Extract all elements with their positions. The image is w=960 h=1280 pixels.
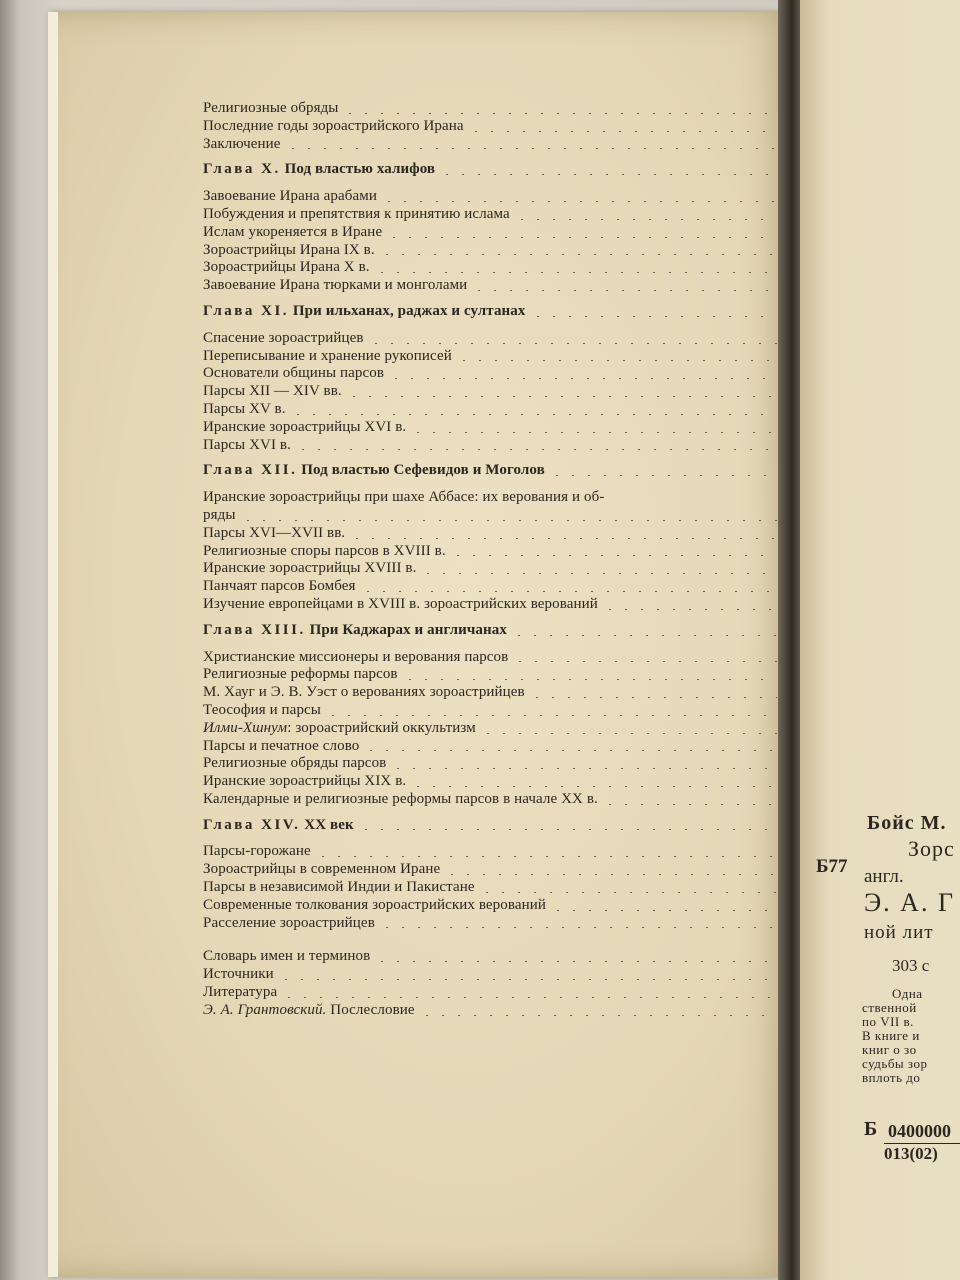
entry-title: Зороастрийцы Ирана X в. [203, 259, 370, 276]
dot-leader [419, 1015, 777, 1016]
dot-leader [444, 874, 777, 875]
chapter-label: Глава XIV. [203, 816, 301, 833]
chapter-title [203, 161, 435, 179]
entry-text-part: : зороастрийский оккультизм [287, 719, 476, 736]
toc-entry [203, 330, 821, 348]
toc-entry [203, 259, 821, 277]
imprint-index-letter: Б [864, 1118, 878, 1140]
toc-entry [203, 383, 821, 401]
dot-leader [512, 661, 777, 662]
toc-entry [203, 365, 821, 383]
imprint-line: ной лит [864, 922, 934, 943]
toc-entry [203, 948, 821, 966]
dot-leader [529, 697, 777, 698]
dot-leader [281, 997, 777, 998]
toc-entry [203, 897, 821, 915]
chapter-title [203, 462, 545, 480]
dot-leader [363, 750, 777, 751]
entry-italic-part: Э. А. Грантовский. [203, 1001, 327, 1018]
entry-title: Литература [203, 984, 278, 1001]
toc-entry-first-line [203, 489, 821, 507]
imprint-annotation-line: Одна [892, 986, 923, 1001]
dot-leader [439, 174, 777, 175]
imprint-annotation-line: книг о зо [862, 1042, 917, 1057]
toc-entry [203, 188, 821, 206]
dot-leader [295, 449, 777, 450]
entry-title: Зороастрийцы в современном Иране [203, 861, 441, 878]
toc-entry [203, 649, 821, 667]
dot-leader [360, 591, 777, 592]
toc-entry [203, 984, 821, 1002]
dot-leader [602, 804, 777, 805]
imprint-index-denominator: 013(02) [884, 1144, 938, 1163]
toc-entry [203, 1002, 821, 1020]
entry-title: Теософия и парсы [203, 701, 321, 718]
chapter-label: Глава XI. [203, 302, 290, 319]
entry-title: Побуждения и препятствия к принятию ислама [203, 205, 510, 222]
entry-title: Парсы XVI—XVII вв. [203, 524, 346, 541]
table-of-contents [203, 100, 821, 1020]
entry-title: Парсы в независимой Индии и Пакистане [203, 879, 475, 896]
dot-leader [514, 219, 777, 220]
dot-leader [550, 910, 777, 911]
dot-leader [402, 679, 777, 680]
imprint-index-number: 0400000 [888, 1121, 951, 1141]
entry-title: Иранские зороастрийцы XVI в. [203, 418, 407, 435]
toc-entry [203, 966, 821, 984]
dot-leader [386, 237, 777, 238]
toc-entry [203, 879, 821, 897]
entry-title: М. Хауг и Э. В. Уэст о верованиях зороастрийцев [203, 684, 525, 701]
entry-title: Иранские зороастрийцы XVIII в. [203, 560, 417, 577]
toc-chapter-heading [203, 817, 821, 835]
dot-leader [278, 979, 777, 980]
entry-title: Ислам укореняется в Иране [203, 223, 383, 240]
entry-title: Источники [203, 966, 274, 983]
entry-title: Религиозные споры парсов в XVIII в. [203, 542, 446, 559]
dot-leader [480, 733, 777, 734]
imprint-annotation-line: судьбы зор [862, 1056, 928, 1071]
dot-leader [358, 829, 777, 830]
dot-leader [325, 715, 777, 716]
imprint-page-count: 303 с [892, 956, 930, 975]
dot-leader [374, 272, 777, 273]
entry-title: Переписывание и хранение рукописей [203, 347, 452, 364]
chapter-name: Под властью Сефевидов и Моголов [301, 462, 545, 479]
imprint-annotation-line: вплоть до [862, 1070, 921, 1085]
imprint-annotation-line: по VII в. [862, 1014, 914, 1029]
chapter-name: При ильханах, раджах и султанах [292, 302, 526, 319]
dot-leader [456, 360, 777, 361]
entry-title: Словарь имен и терминов [203, 948, 371, 965]
chapter-name: При Каджарах и англичанах [309, 621, 507, 638]
dot-leader [602, 609, 777, 610]
toc-entry [203, 596, 821, 614]
imprint-line: англ. [864, 866, 904, 887]
toc-entry [203, 242, 821, 260]
toc-entry [203, 100, 821, 118]
entry-title: Основатели общины парсов [203, 365, 385, 382]
dot-leader [471, 290, 777, 291]
chapter-name: Под властью халифов [284, 161, 436, 178]
toc-entry [203, 578, 821, 596]
toc-entry [203, 543, 821, 561]
entry-title: Панчаят парсов Бомбея [203, 578, 356, 595]
toc-entry [203, 702, 821, 720]
chapter-title [203, 303, 526, 321]
dot-leader [410, 432, 777, 433]
imprint-annotation-line: ственной [862, 1000, 917, 1015]
entry-italic-part: Илми-Хшнум [203, 719, 288, 736]
toc-entry [203, 206, 821, 224]
entry-title: Современные толкования зороастрийских верований [203, 896, 546, 913]
toc-entry [203, 666, 821, 684]
toc-entry [203, 560, 821, 578]
imprint-catalog-code: Б77 [816, 856, 848, 877]
toc-entry [203, 843, 821, 861]
toc-entry [203, 277, 821, 295]
toc-entry [203, 773, 821, 791]
dot-leader [379, 254, 777, 255]
toc-entry [203, 419, 821, 437]
entry-title [203, 1002, 415, 1020]
entry-title: Парсы и печатное слово [203, 737, 360, 754]
toc-entry [203, 915, 821, 933]
book-page-right [800, 0, 960, 1280]
entry-title-continuation: ряды [203, 506, 236, 523]
dot-leader [290, 414, 777, 415]
entry-title: Парсы XVI в. [203, 436, 291, 453]
toc-entry [203, 348, 821, 366]
dot-leader [420, 573, 777, 574]
entry-title: Завоевание Ирана арабами [203, 188, 377, 205]
entry-title: Иранские зороастрийцы XIX в. [203, 773, 407, 790]
dot-leader [240, 520, 777, 521]
toc-entry [203, 861, 821, 879]
chapter-label: Глава X. [203, 161, 281, 178]
entry-title: Религиозные обряды парсов [203, 755, 387, 772]
dot-leader [381, 201, 777, 202]
imprint-line: Э. А. Г [864, 888, 955, 917]
dot-leader [410, 786, 777, 787]
entry-title [203, 720, 476, 738]
dot-leader [468, 131, 777, 132]
dot-leader [450, 555, 777, 556]
toc-spacer [203, 932, 821, 948]
dot-leader [530, 316, 778, 317]
toc-chapter-heading [203, 161, 821, 179]
entry-title: Заключение [203, 135, 281, 152]
toc-entry [203, 118, 821, 136]
dot-leader [368, 343, 777, 344]
dot-leader [479, 892, 777, 893]
dot-leader [346, 396, 777, 397]
toc-chapter-heading [203, 303, 821, 321]
toc-entry [203, 507, 821, 525]
book-page-left [48, 12, 796, 1277]
entry-title: Завоевание Ирана тюрками и монголами [203, 277, 468, 294]
entry-title: Расселение зороастрийцев [203, 914, 375, 931]
dot-leader [379, 927, 777, 928]
toc-entry [203, 401, 821, 419]
toc-entry [203, 136, 821, 154]
entry-title: Спасение зороастрийцев [203, 329, 364, 346]
chapter-title [203, 817, 354, 835]
entry-title: Иранские зороастрийцы при шахе Аббасе: их верования и об- [203, 489, 605, 506]
entry-title: Парсы-горожане [203, 843, 311, 860]
entry-title: Последние годы зороастрийского Ирана [203, 117, 464, 134]
entry-title: Зороастрийцы Ирана IX в. [203, 241, 375, 258]
entry-text-part: Послесловие [326, 1001, 415, 1018]
entry-title: Парсы XII — XIV вв. [203, 383, 342, 400]
chapter-label: Глава XIII. [203, 621, 306, 638]
dot-leader [388, 378, 777, 379]
toc-entry [203, 224, 821, 242]
imprint-author: Бойс М. [867, 812, 947, 834]
toc-entry [203, 755, 821, 773]
dot-leader [349, 538, 777, 539]
entry-title: Календарные и религиозные реформы парсов в начале XX в. [203, 790, 598, 807]
toc-entry [203, 684, 821, 702]
toc-chapter-heading [203, 462, 821, 480]
entry-title: Христианские миссионеры и верования парсов [203, 648, 509, 665]
dot-leader [315, 856, 777, 857]
dot-leader [374, 961, 777, 962]
toc-entry [203, 437, 821, 455]
entry-title: Религиозные обряды [203, 100, 339, 116]
chapter-label: Глава XII. [203, 462, 298, 479]
chapter-name: XX век [304, 816, 354, 833]
imprint-annotation-line: В книге и [862, 1028, 920, 1043]
dot-leader [549, 475, 777, 476]
toc-entry [203, 720, 821, 738]
toc-entry [203, 738, 821, 756]
toc-chapter-heading [203, 622, 821, 640]
dot-leader [285, 148, 778, 149]
toc-entry [203, 791, 821, 809]
dot-leader [511, 635, 777, 636]
entry-title: Изучение европейцами в XVIII в. зороастрийских верований [203, 595, 598, 612]
dot-leader [342, 113, 777, 114]
chapter-title [203, 622, 507, 640]
imprint-title-fragment: Зорс [908, 836, 955, 861]
entry-title: Религиозные реформы парсов [203, 666, 398, 683]
toc-entry [203, 525, 821, 543]
entry-title: Парсы XV в. [203, 400, 286, 417]
dot-leader [390, 768, 777, 769]
